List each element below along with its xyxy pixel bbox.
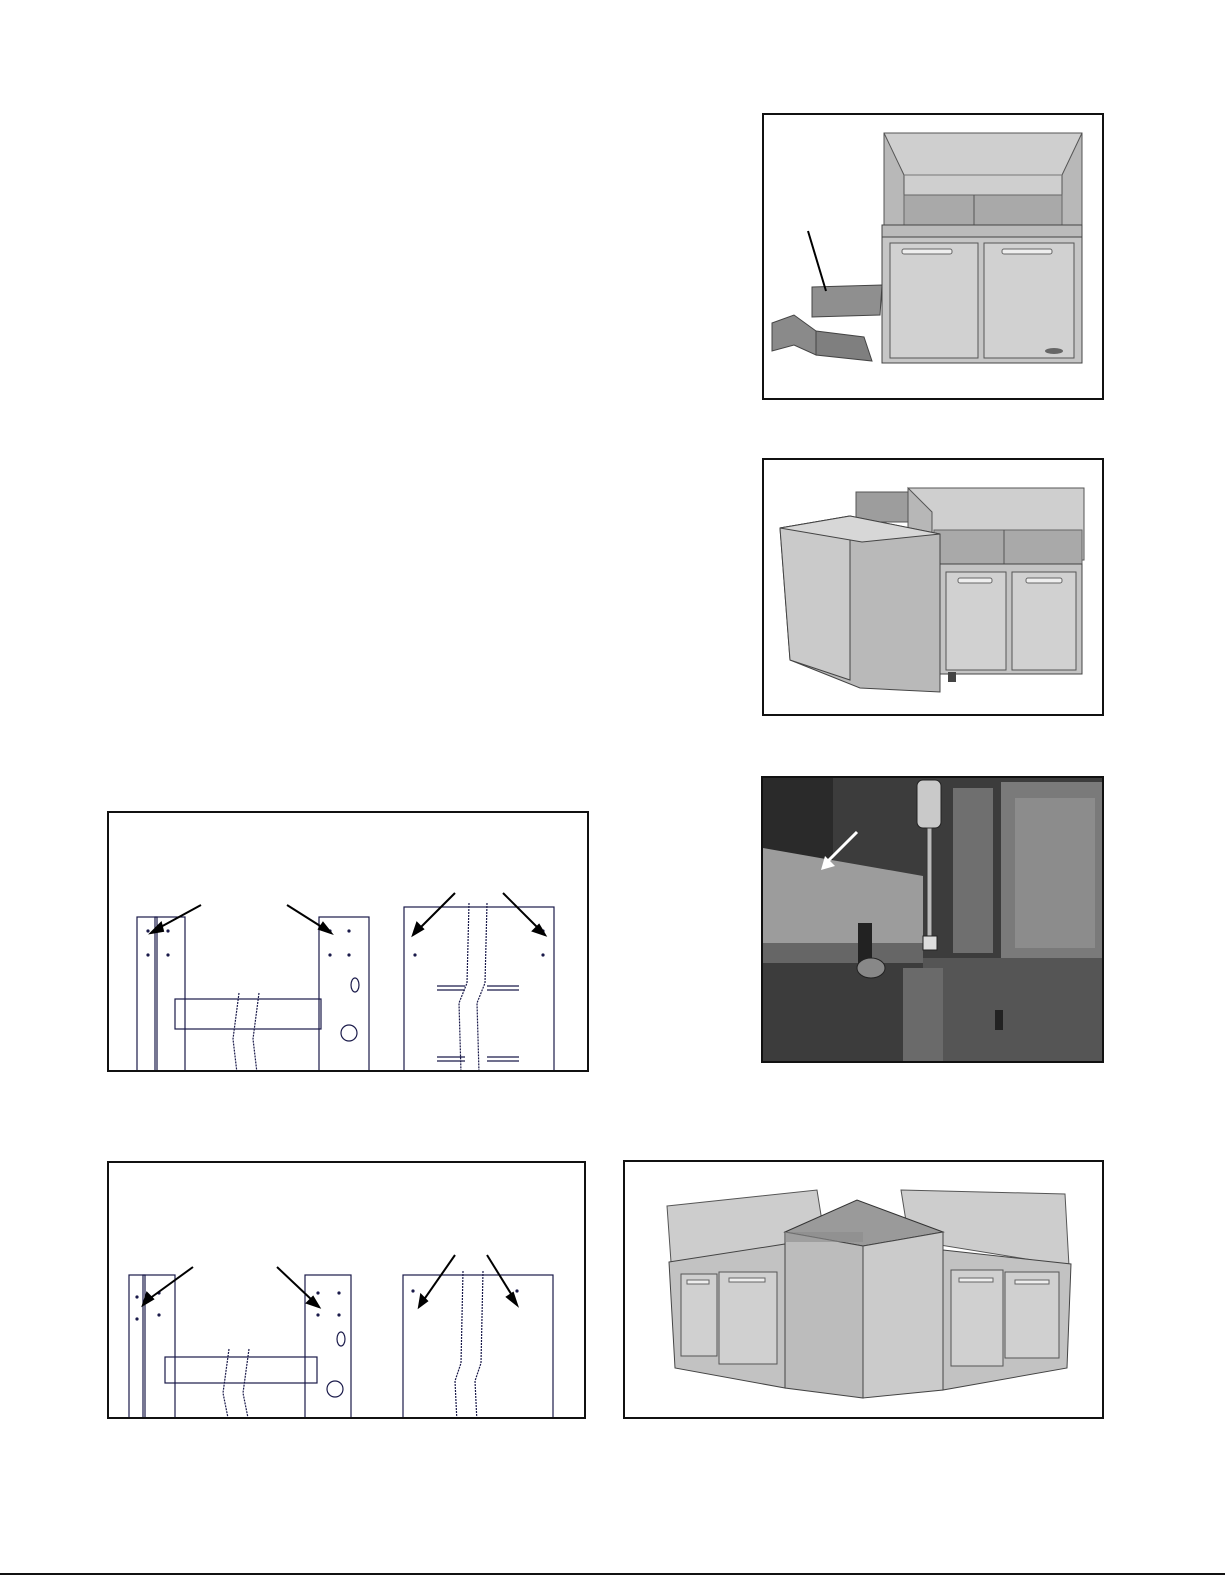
figure-panel-drawing-lower xyxy=(107,1161,586,1419)
corner-unit-illustration xyxy=(764,460,1102,714)
figure-completed-island xyxy=(623,1160,1104,1419)
island-illustration xyxy=(625,1162,1102,1417)
panel-drawing-upper xyxy=(109,813,587,1070)
screwdriver-illustration xyxy=(763,778,1102,1061)
footer-rule xyxy=(0,1573,1225,1575)
panel-drawing-lower xyxy=(109,1163,584,1417)
figure-panel-drawing-upper xyxy=(107,811,589,1072)
figure-grill-cabinet-panels xyxy=(762,113,1104,400)
figure-corner-unit-attached xyxy=(762,458,1104,716)
figure-screwdriver-closeup xyxy=(761,776,1104,1063)
grill-cabinet-illustration xyxy=(764,115,1102,398)
